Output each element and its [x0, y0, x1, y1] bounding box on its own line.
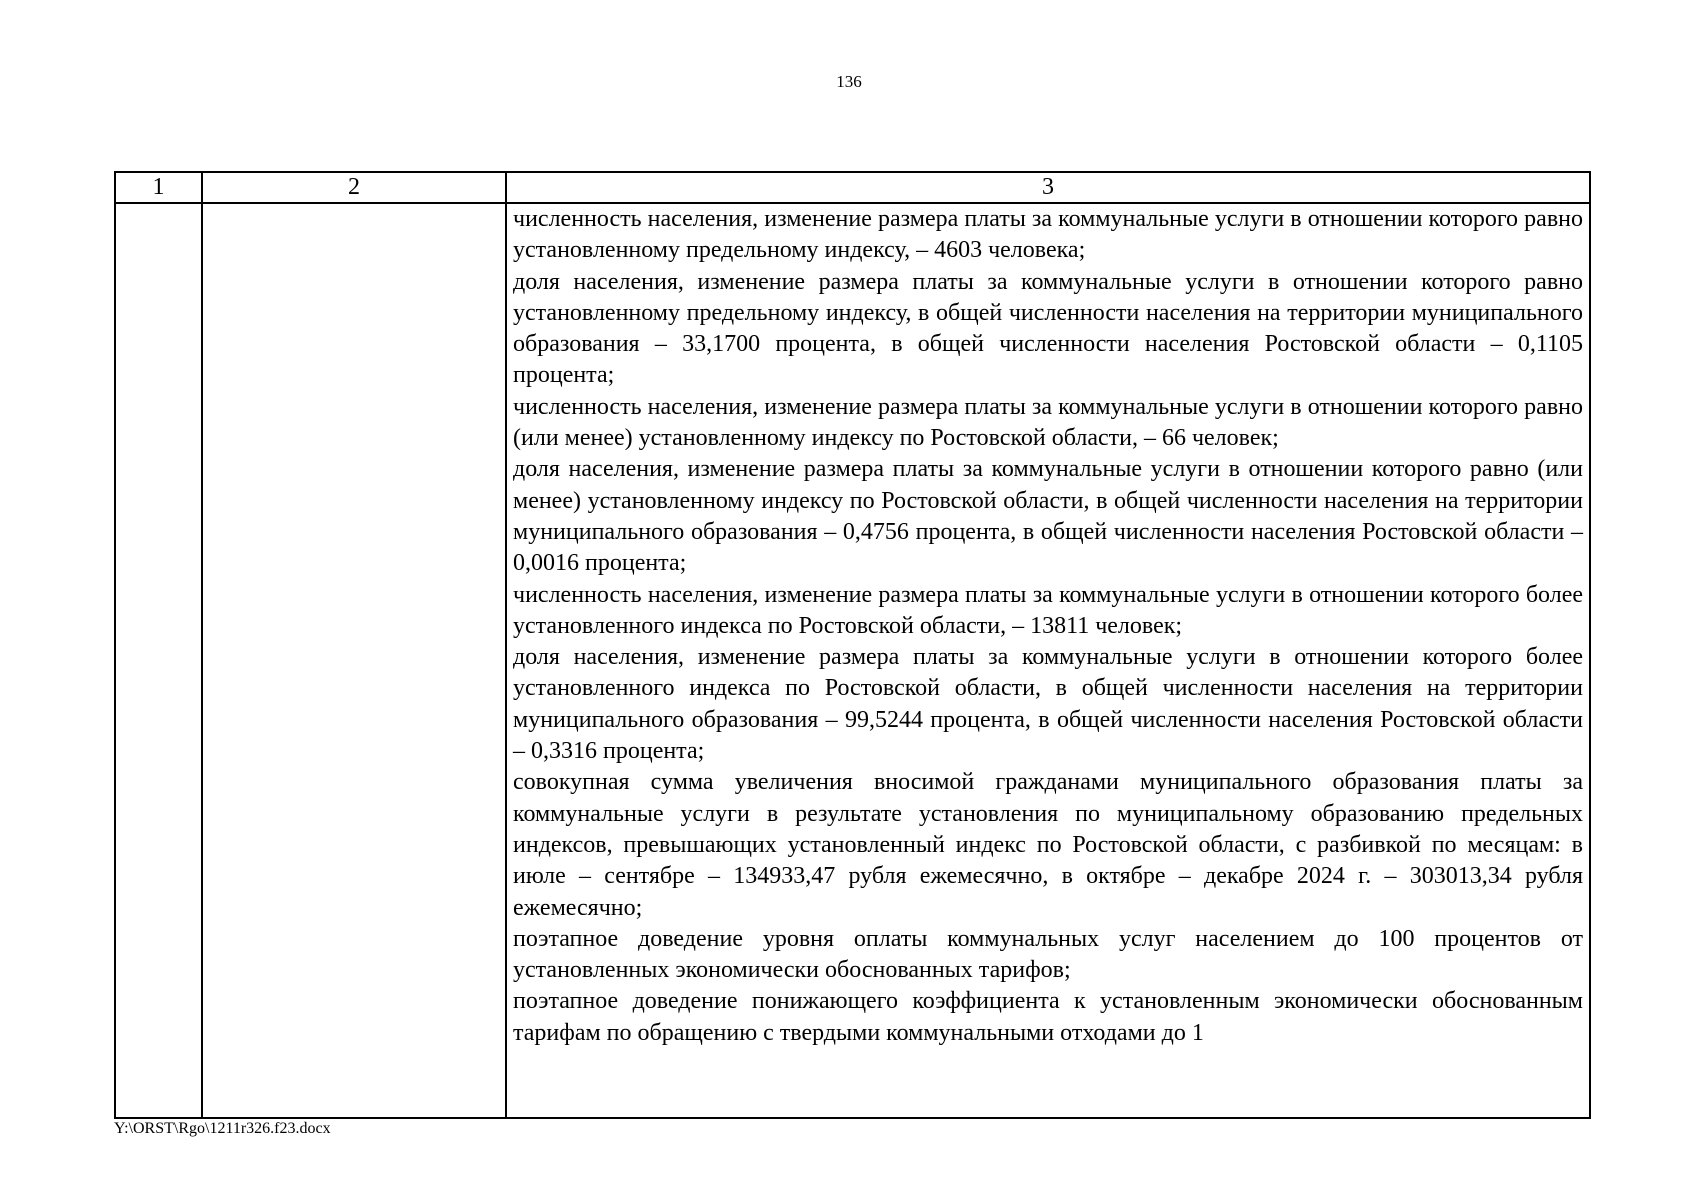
- column-header-3: 3: [506, 172, 1590, 203]
- paragraph-payment-level: поэтапное доведение уровня оплаты коммунальных услуг населением до 100 процентов от установленных экономически обоснованных тарифов;: [513, 925, 1583, 984]
- page-number: 136: [836, 72, 862, 91]
- document-table: [114, 171, 1591, 1119]
- paragraph-share-equal-limit: доля населения, изменение размера платы за коммунальные услуги в отношении которого равно установленному предельному индексу, в общей численности населения на территории муниципального образования – 33,1700 процента, в общей численности населения Ростовской области – 0,1105 процента;: [513, 268, 1583, 389]
- column-header-2: 2: [202, 172, 506, 203]
- paragraph-share-equal-or-less-index: доля населения, изменение размера платы за коммунальные услуги в отношении которого равно (или менее) установленному индексу по Ростовской области, в общей численности населения на территории муниципального образования – 0,4756 процента, в общей численности населения Ростовской области – 0,0016 процента;: [513, 456, 1583, 577]
- paragraph-share-above-index: доля населения, изменение размера платы за коммунальные услуги в отношении которого более установленного индекса по Ростовской области, в общей численности населения на территории муниципального образования – 99,5244 процента, в общей численности населения Ростовской области – 0,3316 процента;: [513, 644, 1583, 765]
- cell-col2: [202, 203, 506, 1118]
- paragraph-total-increase-sum: совокупная сумма увеличения вносимой гражданами муниципального образования платы за коммунальные услуги в результате установления по муниципальному образованию предельных индексов, превышающих установленный индекс по Ростовской области, с разбивкой по месяцам: в июле – сентябре – 134933,47 рубля ежемесячно, в октябре – декабре 2024 г. – 303013,34 рубля ежемесячно;: [513, 769, 1583, 921]
- footer-file-path: Y:\ORST\Rgo\1211r326.f23.docx: [114, 1120, 331, 1137]
- paragraph-population-above-index: численность населения, изменение размера платы за коммунальные услуги в отношении которого более установленного индекса по Ростовской области, – 13811 человек;: [513, 581, 1583, 639]
- column-header-1: 1: [115, 172, 202, 203]
- table-header-row: [115, 172, 1590, 203]
- cell-col1: [115, 203, 202, 1118]
- cell-col3: [506, 203, 1590, 1118]
- table-row: [115, 203, 1590, 1118]
- paragraph-reducing-coefficient: поэтапное доведение понижающего коэффициента к установленным экономически обоснованным тарифам по обращению с твердыми коммунальными отходами до 1: [513, 988, 1583, 1046]
- paragraph-population-equal-or-less-index: численность населения, изменение размера платы за коммунальные услуги в отношении которого равно (или менее) установленному индексу по Ростовской области, – 66 человек;: [513, 393, 1583, 452]
- paragraph-population-equal-limit: численность населения, изменение размера платы за коммунальные услуги в отношении которого равно установленному предельному индексу, – 4603 человека;: [513, 206, 1583, 264]
